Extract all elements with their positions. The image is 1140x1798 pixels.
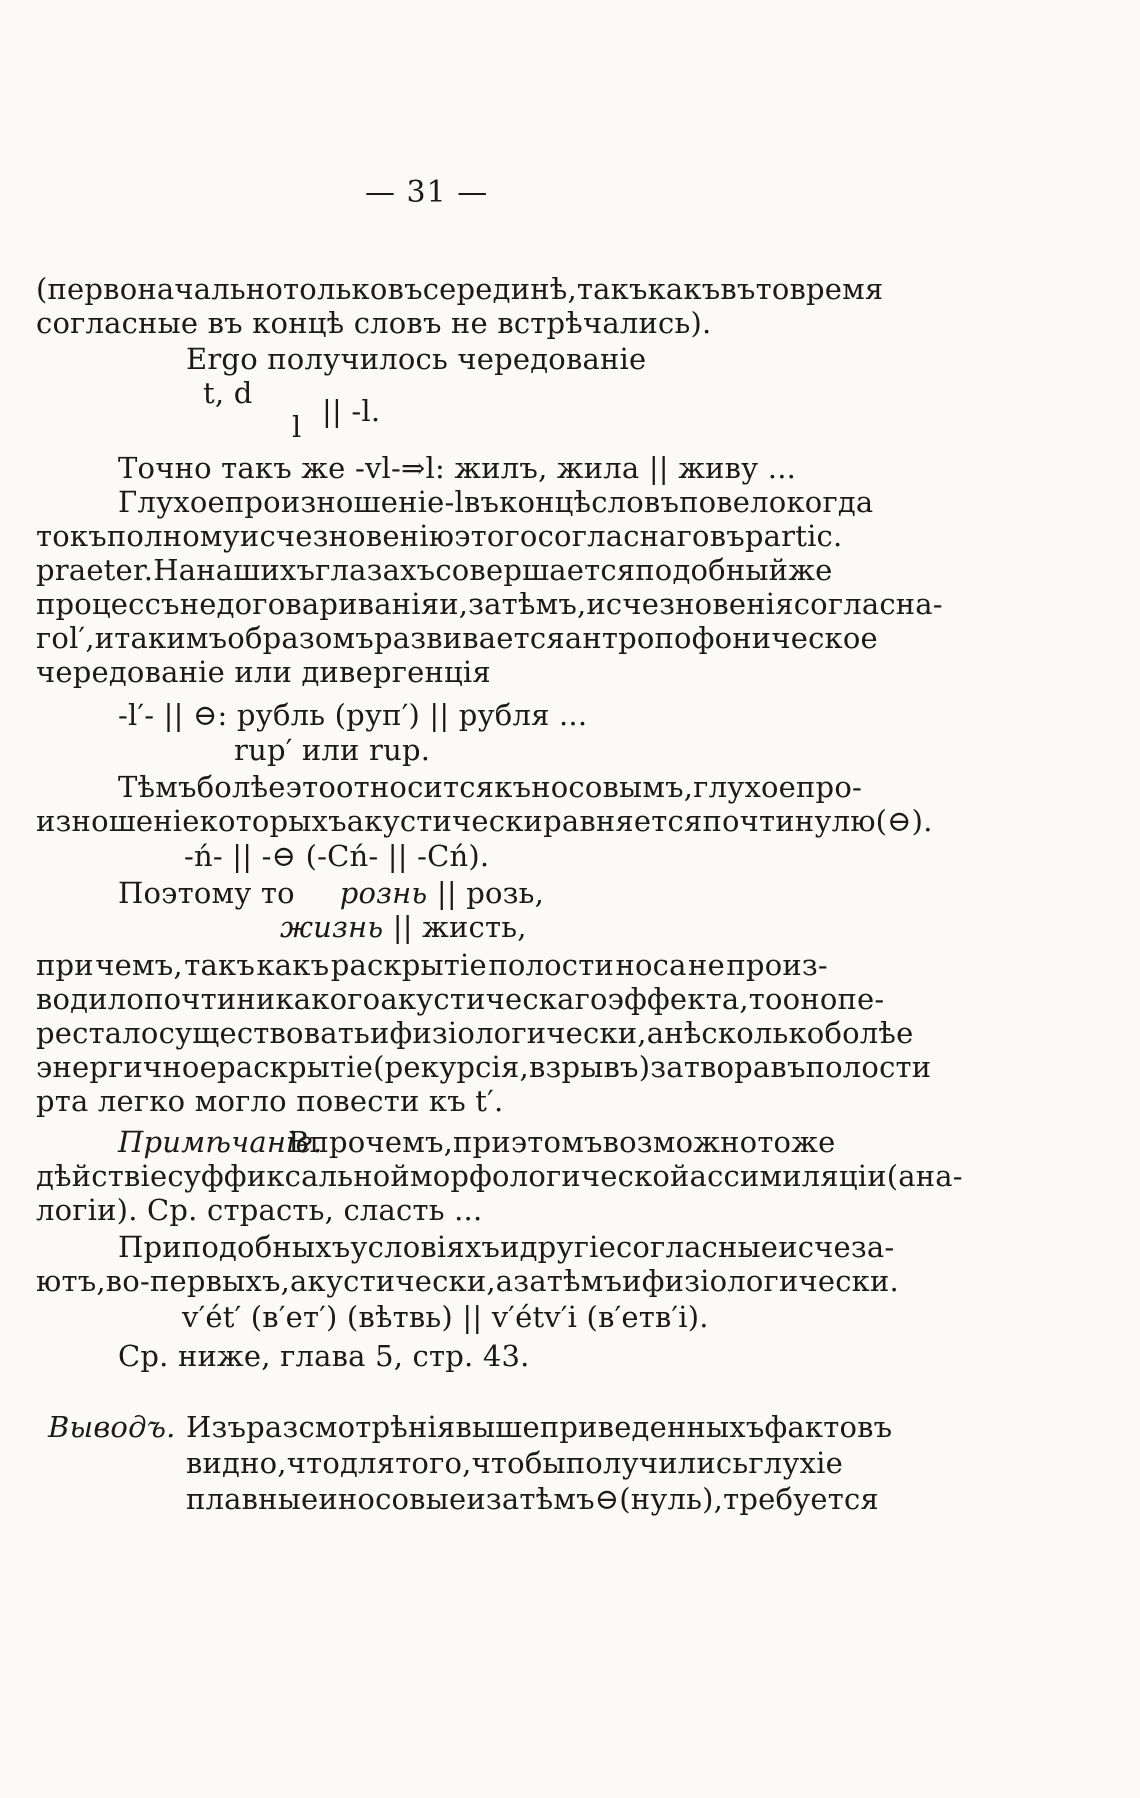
example-word: жизнь (280, 910, 384, 944)
word: Впрочемъ, (288, 1125, 454, 1159)
word: ⊖ (594, 1482, 620, 1516)
word: ютъ, (36, 1264, 106, 1298)
word: только (283, 272, 388, 306)
formula-line: rup′ или rup. (234, 733, 431, 767)
word: для (340, 1446, 396, 1480)
word: ассимиляціи (689, 1159, 887, 1193)
text-line (186, 1482, 879, 1516)
word: почти (702, 804, 795, 838)
formula-line: -l′- || ⊖: рубль (руп′) || рубля ... (118, 698, 588, 732)
word: процессъ (36, 587, 180, 621)
word: когда (786, 485, 874, 519)
word: (ана- (886, 1159, 963, 1193)
word: Изъ (186, 1410, 247, 1444)
word: что (286, 1446, 340, 1480)
word: плавные (186, 1482, 319, 1516)
word: болѣе (196, 770, 286, 804)
word: нашихъ (196, 553, 316, 587)
word: этомъ (510, 1125, 603, 1159)
word: согласнаго (537, 519, 710, 553)
word: повело (679, 485, 787, 519)
word: какъ (256, 948, 330, 982)
word: Глухое (118, 485, 225, 519)
example-word: рознь (339, 876, 428, 910)
page-number: — 31 — (365, 175, 489, 210)
word: существовать (158, 1016, 370, 1050)
word: затѣмъ, (468, 587, 587, 621)
word: другіе (519, 1230, 616, 1264)
text-line (186, 1410, 893, 1444)
word: требуется (723, 1482, 879, 1516)
word: же (788, 553, 833, 587)
word: почти (144, 982, 237, 1016)
text-line (186, 1446, 844, 1480)
text-line (118, 485, 874, 519)
text-line (36, 272, 884, 306)
word: l′, (69, 621, 95, 655)
word: пе- (837, 982, 885, 1016)
word: исчезновенія (586, 587, 794, 621)
word: Тѣмъ (118, 770, 197, 804)
word: -l (444, 485, 464, 519)
word: энергичное (36, 1050, 217, 1084)
word: нѣсколько (664, 1016, 825, 1050)
word: подобный (635, 553, 789, 587)
formula-line: v′ét′ (в′ет′) (вѣтвь) || v′étv′i (в′етв′і). (182, 1300, 709, 1334)
word: во-первыхъ, (105, 1264, 291, 1298)
word: и (466, 1482, 486, 1516)
word: условіяхъ (350, 1230, 501, 1264)
word: того, (395, 1446, 472, 1480)
word: къ (494, 770, 532, 804)
word: (нуль), (619, 1482, 724, 1516)
formula-line: l (292, 410, 302, 444)
word: На (153, 553, 197, 587)
text-line: логіи). Ср. страсть, сласть ... (36, 1193, 483, 1227)
word: и (94, 621, 115, 655)
word: взрывъ) (528, 1050, 651, 1084)
word: носа (615, 948, 687, 982)
word: то (755, 272, 790, 306)
text-line (36, 587, 943, 621)
word: то (36, 519, 70, 553)
word: получились (565, 1446, 749, 1480)
word: эффекта, (607, 982, 749, 1016)
reference-line: Ср. ниже, глава 5, стр. 43. (118, 1339, 530, 1373)
word: и (500, 1230, 520, 1264)
word: въ (709, 519, 745, 553)
word: полному (106, 519, 240, 553)
word: praeter. (36, 553, 154, 587)
text-line (118, 1230, 895, 1264)
word: такъ (576, 272, 648, 306)
word: такъ (184, 948, 256, 982)
word: рестало (36, 1016, 159, 1050)
text-line (280, 910, 527, 944)
text-line (36, 804, 933, 838)
word: а (495, 1264, 514, 1298)
word: нулю (794, 804, 876, 838)
text-span: || жисть, (392, 910, 527, 944)
word: серединѣ, (422, 272, 577, 306)
word: раскрытіе (216, 1050, 374, 1084)
word: антропофоническое (564, 621, 878, 655)
text-line (36, 1159, 963, 1193)
text-span: || розь, (436, 876, 545, 910)
text-line (36, 982, 885, 1016)
word: исчеза- (778, 1230, 895, 1264)
word: словъ (591, 485, 680, 519)
word: акустическаго (380, 982, 608, 1016)
word: въ (720, 272, 756, 306)
word: носовымъ, (531, 770, 694, 804)
text-line: рта легко могло повести къ t′. (36, 1084, 504, 1118)
text-line (36, 519, 843, 553)
word: и (369, 1016, 390, 1050)
word: время (789, 272, 884, 306)
text-line: чередованіе или дивергенція (36, 655, 491, 689)
word: а (646, 1016, 665, 1050)
word: полости (805, 1050, 932, 1084)
word: (рекурсія, (373, 1050, 529, 1084)
word: видно, (186, 1446, 287, 1480)
word: затѣмъ (513, 1264, 623, 1298)
word: полости (488, 948, 615, 982)
formula-line: || -l. (322, 394, 381, 428)
word: равняется (543, 804, 703, 838)
word: водило (36, 982, 145, 1016)
word: развивается (373, 621, 565, 655)
text-line (118, 770, 862, 804)
word: никакого (236, 982, 381, 1016)
word: совершается (435, 553, 636, 587)
word: исчезновенію (239, 519, 455, 553)
word: суффиксальной (167, 1159, 410, 1193)
word: (⊖). (875, 804, 933, 838)
word: какъ (647, 272, 721, 306)
word: го (36, 621, 70, 655)
formula-line: -ń- || -⊖ (-Сń- || -Сń). (184, 839, 490, 873)
word: акустически, (290, 1264, 496, 1298)
text-line (36, 553, 833, 587)
word: приведенныхъ (539, 1410, 765, 1444)
word: (первоначально (36, 272, 284, 306)
word: при (453, 1125, 511, 1159)
word: раскрытіе (330, 948, 487, 982)
word: въ (770, 1050, 806, 1084)
word: partic. (744, 519, 843, 553)
text-span: Поэтому то (118, 876, 295, 910)
word: тоже (757, 1125, 836, 1159)
word: При (118, 1230, 182, 1264)
word: при (36, 948, 94, 982)
word: и (622, 1264, 642, 1298)
word: чтобы (471, 1446, 566, 1480)
word: это (285, 770, 336, 804)
word: и (318, 1482, 338, 1516)
word: подобныхъ (181, 1230, 351, 1264)
word: физіологически, (389, 1016, 647, 1050)
word: въ (387, 272, 423, 306)
word: глазахъ (315, 553, 436, 587)
word: къ (69, 519, 107, 553)
word: въ (463, 485, 500, 519)
word: изношеніе (36, 804, 200, 838)
text-line (36, 1264, 899, 1298)
text-line (36, 621, 878, 655)
word: глухіе (748, 1446, 844, 1480)
word: оно (782, 982, 838, 1016)
word: и, (439, 587, 469, 621)
word: произношеніе (224, 485, 445, 519)
word: произ- (726, 948, 828, 982)
word: акустически (346, 804, 544, 838)
word: то (748, 982, 783, 1016)
text-line (36, 1016, 914, 1050)
word: возможно (602, 1125, 758, 1159)
word: которыхъ (199, 804, 347, 838)
text-line: Ergo получилось чередованіе (186, 342, 647, 376)
word: согласна- (793, 587, 943, 621)
word: этого (454, 519, 538, 553)
word: согласные (615, 1230, 779, 1264)
word: затвора (650, 1050, 771, 1084)
word: разсмотрѣнія (246, 1410, 456, 1444)
text-line (36, 948, 828, 982)
note-label: Примѣчаніе. (118, 1125, 323, 1159)
text-line (36, 1050, 932, 1084)
word: образомъ (227, 621, 374, 655)
word: болѣе (824, 1016, 914, 1050)
word: не (688, 948, 725, 982)
text-line: Точно такъ же -vl-⇒l: жилъ, жила || живу ... (118, 451, 797, 485)
word: концѣ (499, 485, 592, 519)
word: морфологической (409, 1159, 690, 1193)
conclusion-label: Выводъ. (48, 1410, 176, 1444)
word: выше (455, 1410, 540, 1444)
word: дѣйствіе (36, 1159, 168, 1193)
text-line (288, 1125, 836, 1159)
word: фактовъ (764, 1410, 893, 1444)
formula-line: t, d (203, 376, 253, 410)
word: затѣмъ (485, 1482, 595, 1516)
word: носовые (337, 1482, 467, 1516)
text-line (118, 876, 544, 910)
word: про- (796, 770, 862, 804)
word: физіологически. (641, 1264, 899, 1298)
word: чемъ, (95, 948, 183, 982)
text-line: согласные въ концѣ словъ не встрѣчались). (36, 306, 712, 340)
word: относится (336, 770, 495, 804)
word: такимъ (114, 621, 228, 655)
word: глухое (693, 770, 797, 804)
word: недоговариванія (179, 587, 440, 621)
